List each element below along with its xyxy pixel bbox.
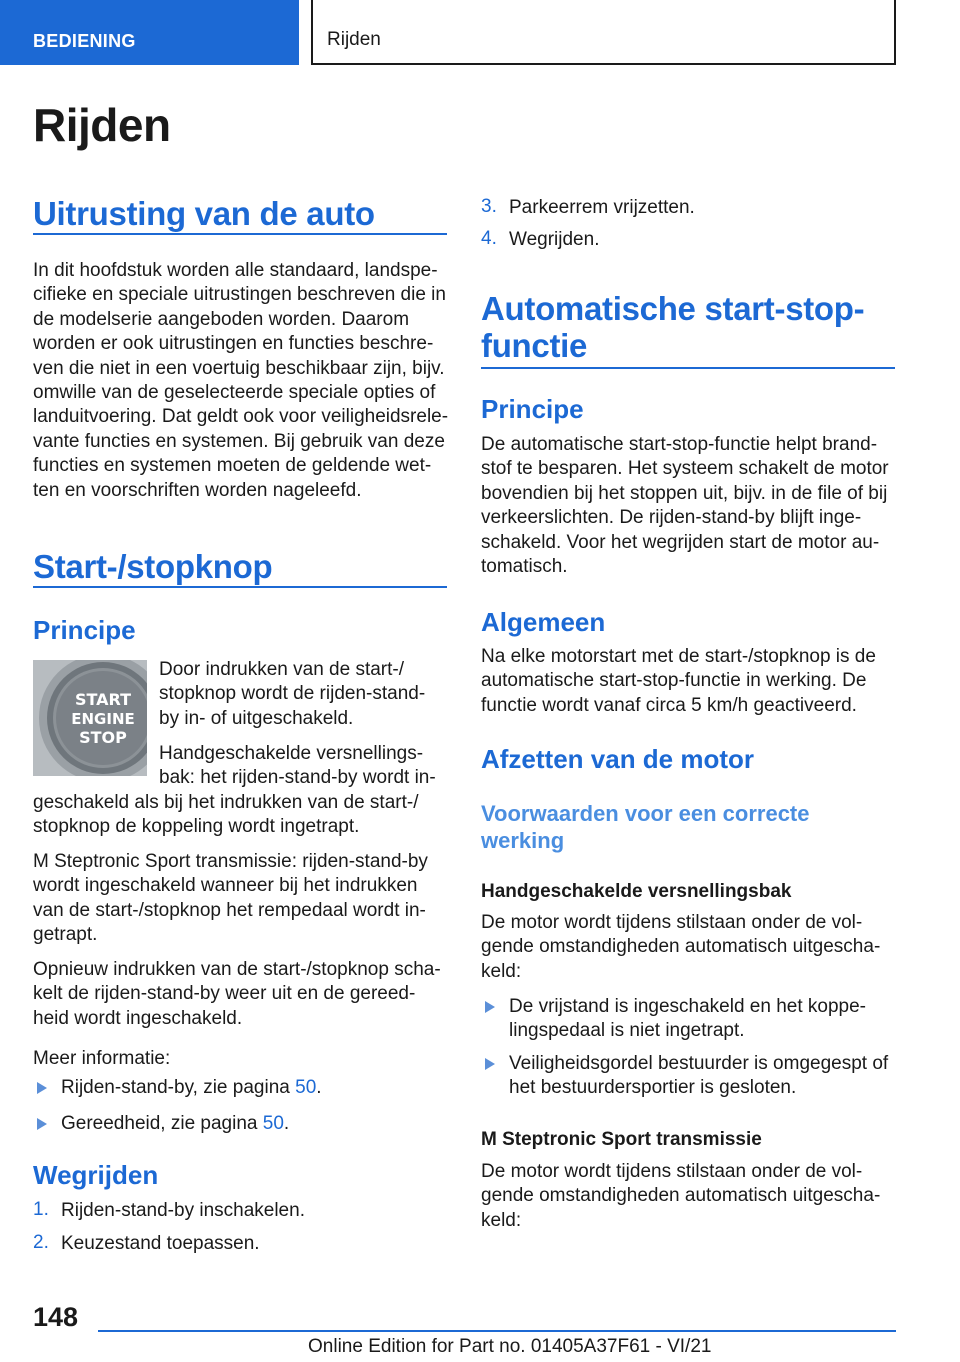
paragraph-uitrusting [33,259,453,503]
heading-startstopknop: Start-/stopknop [33,548,273,585]
footer-edition: Online Edition for Part no. 01405A37F61 - VI/21 [308,1336,712,1357]
text-line: ten en voorschriften worden nageleefd. [33,479,362,501]
heading-handgeschakeld: Handgeschakelde versnellingsbak [481,881,792,902]
step-text: Wegrijden. [509,229,600,250]
text-line: landuitvoering. Dat geldt ook voor veiligheidsrele- [33,406,449,428]
paragraph-startstop-4 [33,958,453,1031]
step-number: 2. [33,1232,49,1253]
ref-text: Gereedheid, zie pagina [61,1113,263,1134]
heading-line: Voorwaarden voor een correcte [481,801,810,826]
text-line: by in- of uitgeschakeld. [159,707,354,729]
heading-algemeen: Algemeen [481,607,606,637]
triangle-right-icon [485,1058,495,1070]
button-text-stop: STOP [79,728,127,747]
step-text: Parkeerrem vrijzetten. [509,197,695,218]
step-text: Rijden-stand-by inschakelen. [61,1200,305,1221]
heading-automatische-start-stop [481,290,864,364]
text-line: het bestuurdersportier is gesloten. [509,1077,797,1099]
footer-rule [98,1330,896,1332]
text-line: kelt de rijden-stand-by weer uit en de gereed- [33,983,416,1005]
text-line: bak: het rijden-stand-by wordt in- [159,767,436,789]
heading-uitrusting: Uitrusting van de auto [33,195,375,232]
heading-principe-left: Principe [33,615,136,645]
page-number: 148 [33,1302,79,1332]
paragraph-startstop-2a [159,742,449,791]
heading-rule [33,586,447,588]
bullet-item [509,1052,904,1101]
header-chapter-box [311,0,896,65]
text-line: omwille van de geselecteerde speciale opties of [33,382,436,404]
text-line: heid wordt ingeschakeld. [33,1007,243,1029]
text-line: gende omstandigheden automatisch uitgescha- [481,936,881,958]
button-text-engine: ENGINE [71,710,135,728]
text-line: wordt ingeschakeld wanneer bij het indrukken [33,875,418,897]
ref-end: . [283,1113,290,1134]
text-line: stopknop wordt de rijden-stand- [159,683,426,705]
step-text: Keuzestand toepassen. [61,1233,260,1254]
page-title: Rijden [33,99,171,151]
heading-wegrijden: Wegrijden [33,1160,159,1190]
text-line: verkeerslichten. De rijden-stand-by blijft inge- [481,507,862,529]
heading-afzetten: Afzetten van de motor [481,744,755,774]
step-number: 3. [481,196,497,217]
button-text-start: START [74,690,132,709]
text-line: De automatische start-stop-functie helpt brand- [481,434,878,455]
text-line: bovendien bij het stoppen uit, bijv. in de file of bij [481,482,888,504]
page-link[interactable]: 50 [295,1077,317,1098]
text-line: schakeld. Voor het wegrijden start de motor au- [481,531,880,553]
triangle-right-icon [37,1118,47,1130]
ref-text: Rijden-stand-by, zie pagina [61,1077,296,1098]
heading-voorwaarden [481,800,810,854]
step-number: 4. [481,228,497,249]
text-line: vante functies en systemen. Bij gebruik van deze [33,430,445,452]
heading-m-steptronic: M Steptronic Sport transmissie [481,1129,762,1150]
text-line: M Steptronic Sport transmissie: rijden-stand-by [33,851,428,872]
bullet-item [509,995,904,1044]
header-section-tab [0,0,299,65]
ref-end: . [316,1077,322,1098]
text-line: tomatisch. [481,556,568,578]
text-line: keld: [481,1209,522,1231]
heading-line: Automatische start-stop- [481,290,865,327]
text-line: ven die niet in een voertuig beschikbaar zijn, bijv. [33,357,445,379]
text-line: functies en systemen moeten de geldende wet- [33,455,432,477]
text-line: van de start-/stopknop het rempedaal wordt in- [33,899,426,921]
heading-line: werking [481,828,565,853]
start-engine-stop-button-icon [33,660,147,776]
triangle-right-icon [37,1082,47,1094]
text-line: worden er ook uitrustingen en functies beschre- [33,333,434,355]
text-line: In dit hoofdstuk worden alle standaard, landspe- [33,260,438,281]
text-line: stof te besparen. Het systeem schakelt de motor [481,458,889,480]
text-line: Veiligheidsgordel bestuurder is omgegespt of [509,1053,889,1074]
page-link[interactable]: 50 [262,1113,284,1134]
header-section-label: BEDIENING [33,31,136,51]
paragraph-startstop-3 [33,850,453,948]
meer-informatie-label: Meer informatie: [33,1048,171,1069]
text-line: geschakeld als bij het indrukken van de start-/ [33,792,419,813]
ref-item [61,1112,451,1136]
text-line: automatische start-stop-functie in werking. De [481,670,867,692]
text-line: stopknop de koppeling wordt ingetrapt. [33,816,360,838]
heading-line: functie [481,327,588,364]
text-line: cifieke en speciale uitrustingen beschreven die in [33,284,446,306]
text-line: gende omstandigheden automatisch uitgescha- [481,1185,881,1207]
text-line: lingspedaal is niet ingetrapt. [509,1020,745,1042]
paragraph-algemeen [481,645,901,718]
text-line: De vrijstand is ingeschakeld en het koppe- [509,996,866,1017]
ref-item [61,1076,451,1100]
text-line: Opnieuw indrukken van de start-/stopknop scha- [33,959,441,980]
triangle-right-icon [485,1001,495,1013]
paragraph-startstop-2b [33,791,453,840]
text-line: Na elke motorstart met de start-/stopknop is de [481,646,876,667]
text-line: De motor wordt tijdens stilstaan onder de vol- [481,1161,863,1182]
text-line: getrapt. [33,924,98,946]
heading-rule [33,233,447,235]
paragraph-startstop-1 [159,658,449,731]
paragraph-principe [481,433,901,579]
text-line: Door indrukken van de start-/ [159,659,405,680]
text-line: De motor wordt tijdens stilstaan onder de vol- [481,912,863,933]
step-number: 1. [33,1199,49,1220]
header-chapter-label: Rijden [327,29,381,50]
start-engine-stop-button-image [33,660,147,776]
paragraph-m-steptronic [481,1160,901,1233]
paragraph-handgeschakeld [481,911,901,984]
text-line: keld: [481,960,522,982]
heading-rule [481,367,895,369]
text-line: Handgeschakelde versnellings- [159,743,424,764]
text-line: de modelserie aangeboden worden. Daarom [33,308,410,330]
text-line: functie wordt vanaf circa 5 km/h geactiveerd. [481,694,857,716]
heading-principe-right: Principe [481,394,584,424]
